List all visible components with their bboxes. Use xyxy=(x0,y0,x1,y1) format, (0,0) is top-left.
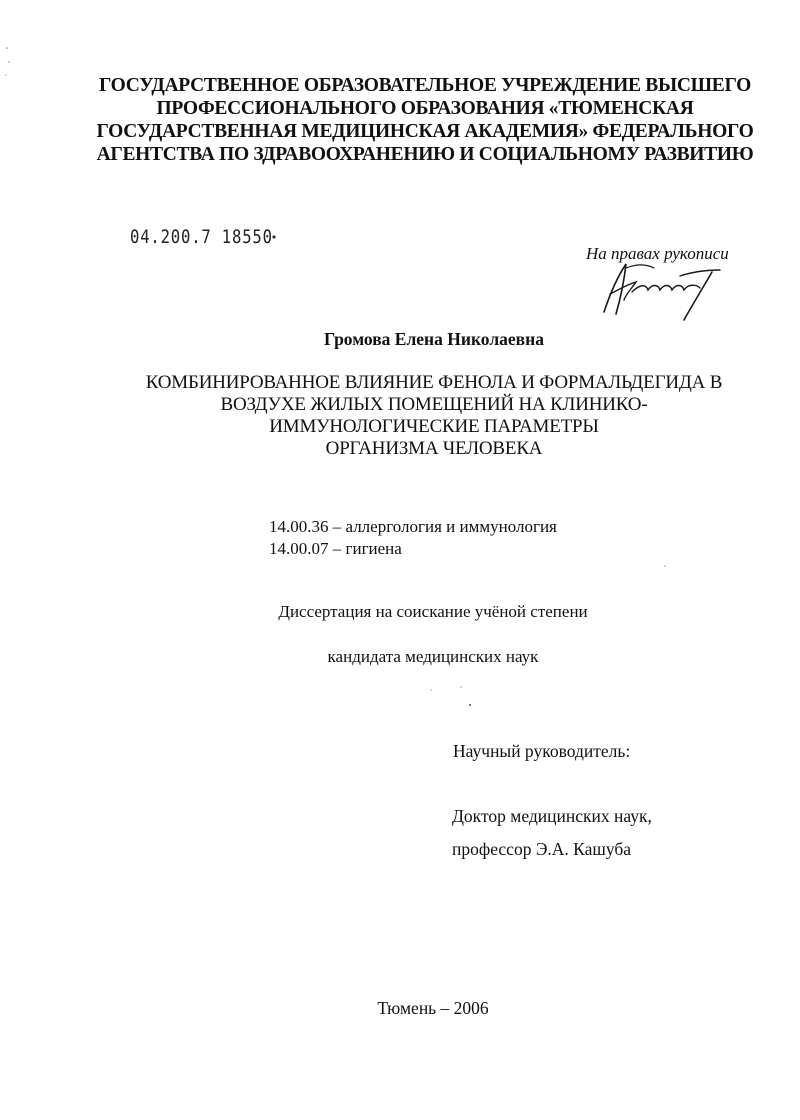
institution-header xyxy=(95,74,755,166)
institution-line: ПРОФЕССИОНАЛЬНОГО ОБРАЗОВАНИЯ «ТЮМЕНСКАЯ xyxy=(156,98,694,119)
dissertation-title xyxy=(0,372,800,460)
title-line: ОРГАНИЗМА ЧЕЛОВЕКА xyxy=(325,438,543,459)
title-line: ВОЗДУХЕ ЖИЛЫХ ПОМЕЩЕНИЙ НА КЛИНИКО- xyxy=(220,394,648,415)
supervisor-name: профессор Э.А. Кашуба xyxy=(452,839,632,859)
title-line: КОМБИНИРОВАННОЕ ВЛИЯНИЕ ФЕНОЛА И ФОРМАЛЬДЕГИДА В xyxy=(145,372,723,393)
handwritten-signature xyxy=(596,254,726,326)
specialty-codes xyxy=(269,516,557,560)
degree-statement: Диссертация на соискание учёной степени xyxy=(278,602,588,621)
degree-name: кандидата медицинских наук xyxy=(327,647,539,666)
institution-line: АГЕНТСТВА ПО ЗДРАВООХРАНЕНИЮ И СОЦИАЛЬНОМУ РАЗВИТИЮ xyxy=(96,144,754,165)
catalog-number: 04.200.7 18550 xyxy=(130,226,273,248)
supervisor-degree: Доктор медицинских наук, xyxy=(452,806,652,826)
institution-line: ГОСУДАРСТВЕННОЕ ОБРАЗОВАТЕЛЬНОЕ УЧРЕЖДЕНИЕ ВЫСШЕГО xyxy=(99,75,751,96)
institution-line: ГОСУДАРСТВЕННАЯ МЕДИЦИНСКАЯ АКАДЕМИЯ» ФЕДЕРАЛЬНОГО xyxy=(96,121,754,142)
manuscript-note: На правах рукописи xyxy=(586,244,729,263)
specialty-line: 14.00.36 – аллергология и иммунология xyxy=(269,517,557,536)
city-year: Тюмень – 2006 xyxy=(377,998,489,1018)
specialty-line: 14.00.07 – гигиена xyxy=(269,539,402,558)
author-name: Громова Елена Николаевна xyxy=(324,329,544,349)
title-line: ИММУНОЛОГИЧЕСКИЕ ПАРАМЕТРЫ xyxy=(269,416,599,437)
supervisor-label: Научный руководитель: xyxy=(453,741,631,761)
